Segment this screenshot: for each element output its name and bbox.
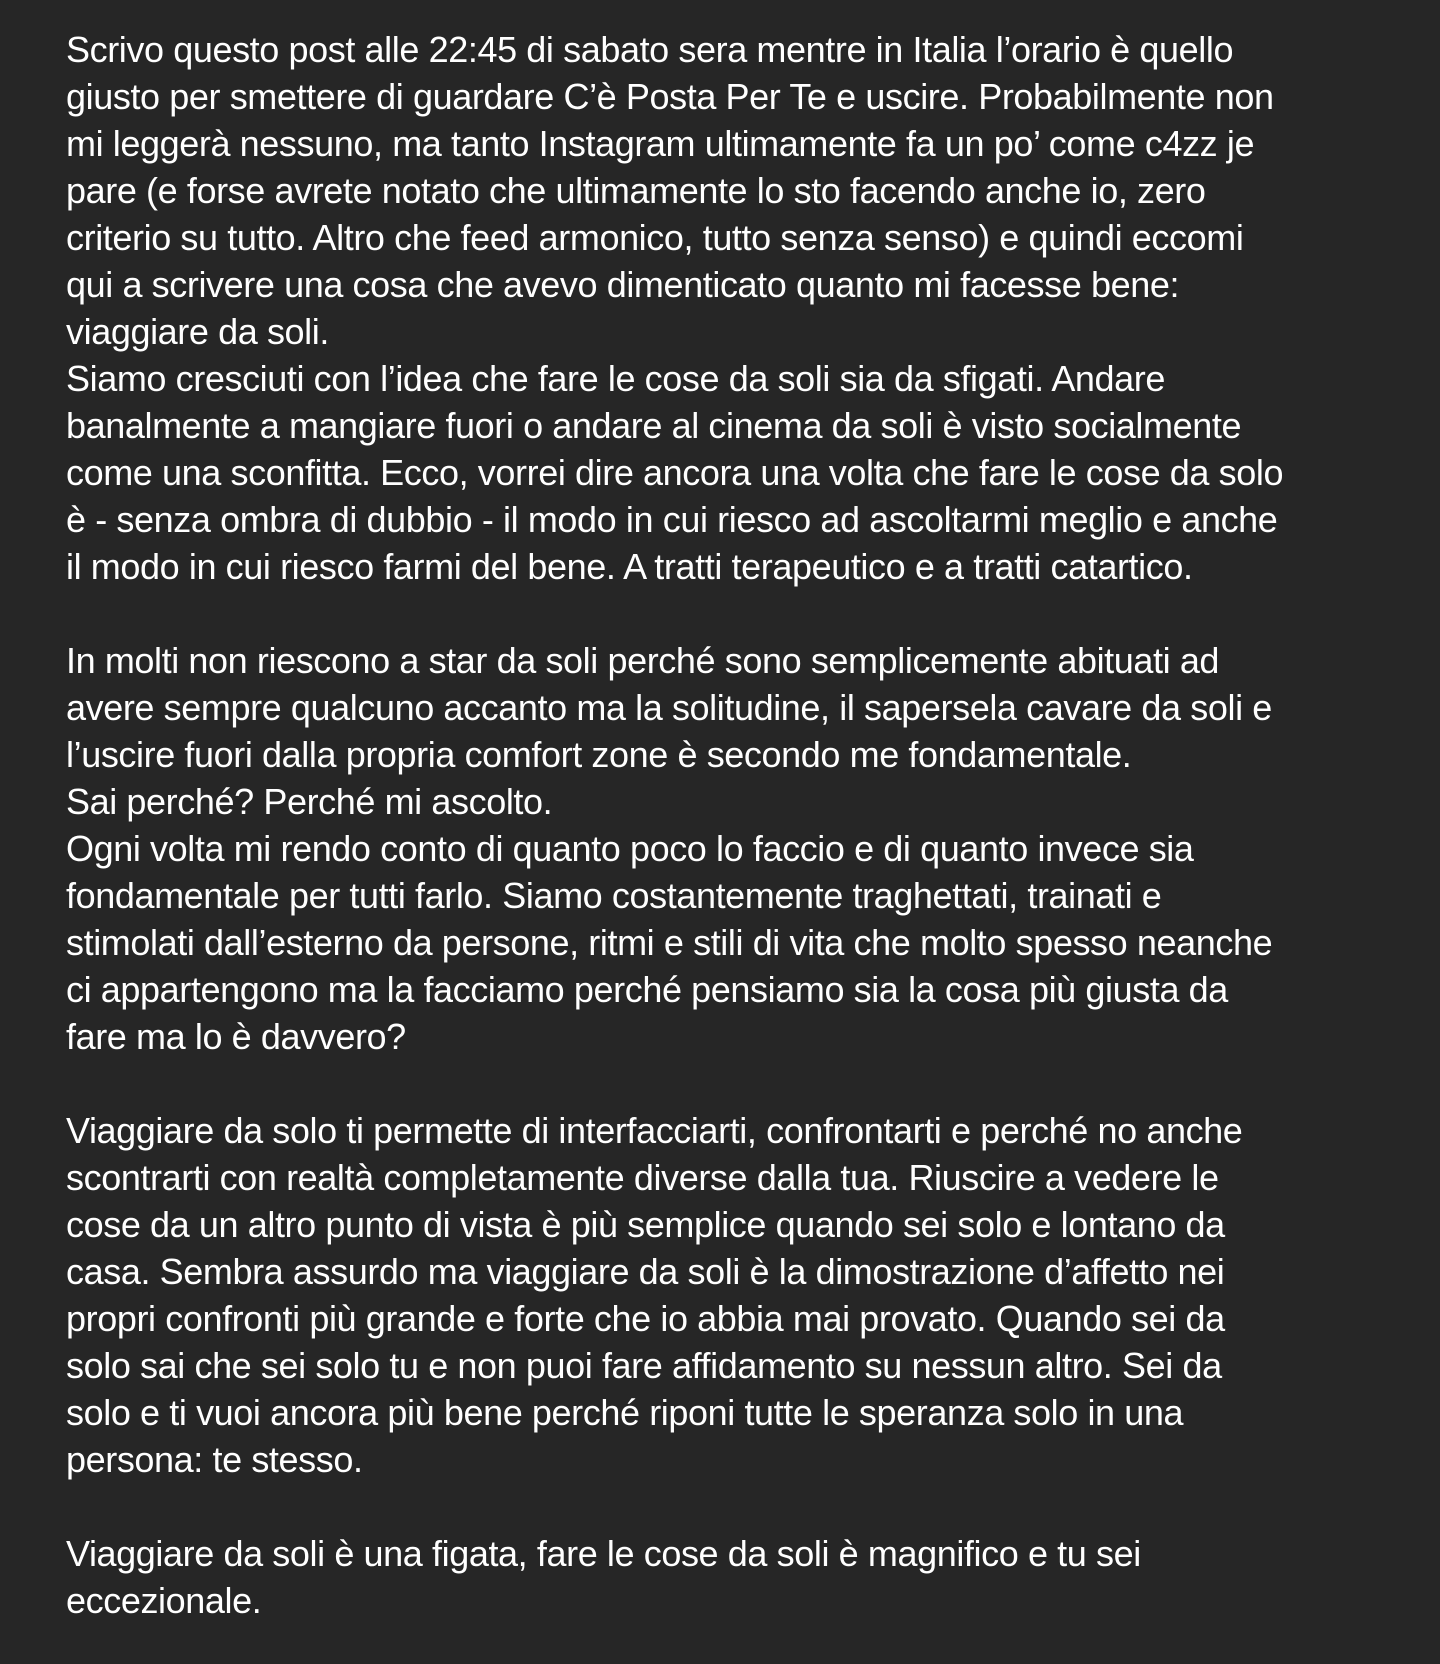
paragraph-spacer [66,1483,1374,1530]
text-line: eccezionale. [66,1580,262,1621]
text-line: il modo in cui riesco farmi del bene. A tratti terapeutico e a tratti catartico. [66,546,1193,587]
text-line: qui a scrivere una cosa che avevo dimenticato quanto mi facesse bene: [66,264,1180,305]
paragraph-1 [66,26,1374,590]
text-line: pare (e forse avrete notato che ultimamente lo sto facendo anche io, zero [66,170,1206,211]
text-line: Siamo cresciuti con l’idea che fare le cose da soli sia da sfigati. Andare [66,358,1166,399]
paragraph-3 [66,1107,1374,1483]
text-line: fare ma lo è davvero? [66,1016,406,1057]
text-line: viaggiare da soli. [66,311,329,352]
text-line: Viaggiare da solo ti permette di interfacciarti, confrontarti e perché no anche [66,1110,1243,1151]
text-line: Sai perché? Perché mi ascolto. [66,781,553,822]
text-line: Viaggiare da soli è una figata, fare le cose da soli è magnifico e tu sei [66,1533,1141,1574]
text-line: è - senza ombra di dubbio - il modo in cui riesco ad ascoltarmi meglio e anche [66,499,1278,540]
text-line: cose da un altro punto di vista è più semplice quando sei solo e lontano da [66,1204,1225,1245]
text-line: criterio su tutto. Altro che feed armonico, tutto senza senso) e quindi eccomi [66,217,1244,258]
text-line: Scrivo questo post alle 22:45 di sabato sera mentre in Italia l’orario è quello [66,29,1234,70]
text-line: casa. Sembra assurdo ma viaggiare da soli è la dimostrazione d’affetto nei [66,1251,1225,1292]
text-line: l’uscire fuori dalla propria comfort zone è secondo me fondamentale. [66,734,1132,775]
text-line: avere sempre qualcuno accanto ma la solitudine, il sapersela cavare da soli e [66,687,1272,728]
text-line: ci appartengono ma la facciamo perché pensiamo sia la cosa più giusta da [66,969,1228,1010]
paragraph-4 [66,1530,1374,1624]
text-line: mi leggerà nessuno, ma tanto Instagram ultimamente fa un po’ come c4zz je [66,123,1255,164]
text-line: giusto per smettere di guardare C’è Posta Per Te e uscire. Probabilmente non [66,76,1274,117]
paragraph-2 [66,637,1374,1060]
text-line: persona: te stesso. [66,1439,363,1480]
text-line: propri confronti più grande e forte che io abbia mai provato. Quando sei da [66,1298,1225,1339]
text-line: fondamentale per tutti farlo. Siamo costantemente traghettati, trainati e [66,875,1162,916]
paragraph-spacer [66,1060,1374,1107]
text-line: come una sconfitta. Ecco, vorrei dire ancora una volta che fare le cose da solo [66,452,1284,493]
text-line: In molti non riescono a star da soli perché sono semplicemente abituati ad [66,640,1220,681]
text-line: banalmente a mangiare fuori o andare al cinema da soli è visto socialmente [66,405,1242,446]
text-line: scontrarti con realtà completamente diverse dalla tua. Riuscire a vedere le [66,1157,1219,1198]
text-line: Ogni volta mi rendo conto di quanto poco lo faccio e di quanto invece sia [66,828,1194,869]
text-line: solo sai che sei solo tu e non puoi fare affidamento su nessun altro. Sei da [66,1345,1222,1386]
text-line: stimolati dall’esterno da persone, ritmi e stili di vita che molto spesso neanche [66,922,1273,963]
paragraph-spacer [66,590,1374,637]
text-line: solo e ti vuoi ancora più bene perché riponi tutte le speranza solo in una [66,1392,1184,1433]
